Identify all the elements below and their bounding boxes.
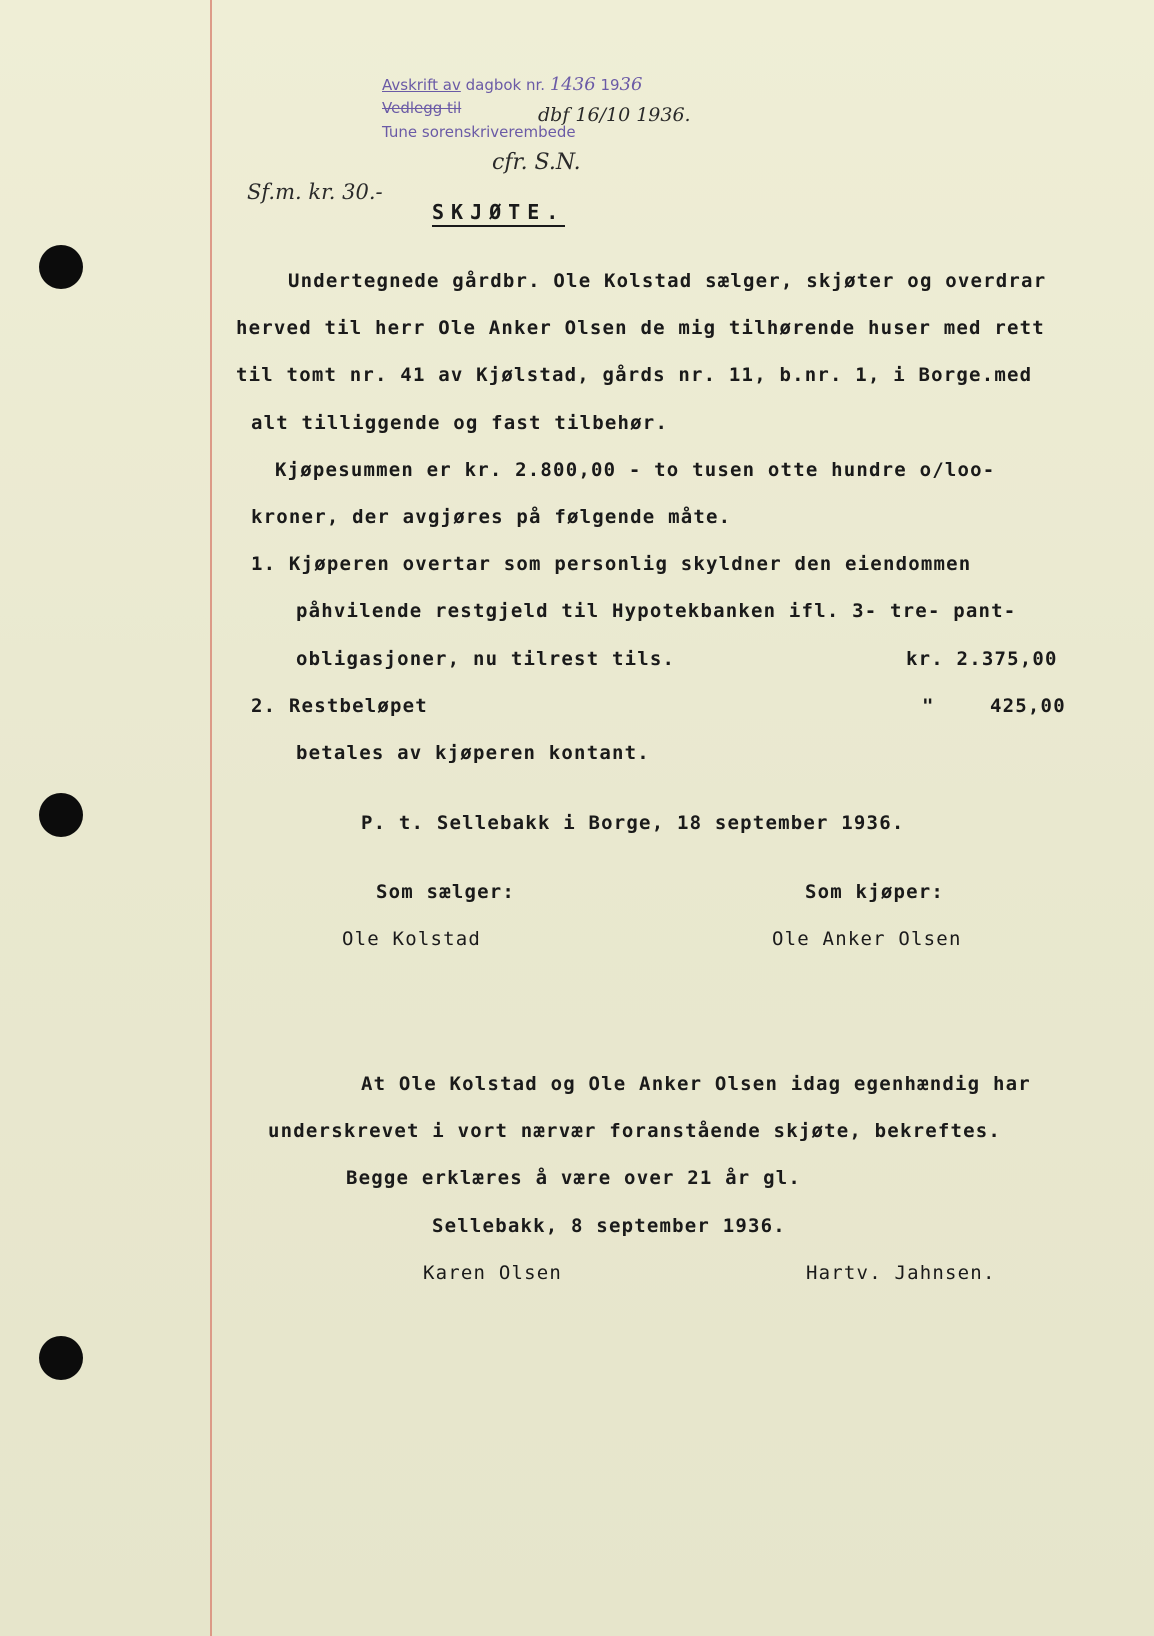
item2-line2: betales av kjøperen kontant. bbox=[296, 742, 650, 764]
item1-line: påhvilende restgjeld til Hypotekbanken ifl. 3- tre- pant- bbox=[296, 600, 1017, 622]
witness-line: Begge erklæres å være over 21 år gl. bbox=[346, 1167, 802, 1189]
stamp-year-hand: 36 bbox=[619, 74, 643, 95]
handwritten-margin-note: Sf.m. kr. 30.- bbox=[247, 180, 383, 204]
item1-line: obligasjoner, nu tilrest tils. bbox=[296, 648, 676, 670]
punch-hole bbox=[39, 245, 83, 289]
punch-hole bbox=[39, 793, 83, 837]
body-line: til tomt nr. 41 av Kjølstad, gårds nr. 11, b.nr. 1, i Borge.med bbox=[236, 364, 1033, 386]
stamp-year-prefix: 19 bbox=[600, 76, 620, 94]
item1-amount: kr. 2.375,00 bbox=[906, 648, 1058, 670]
body-line: alt tilliggende og fast tilbehør. bbox=[251, 412, 669, 434]
margin-line bbox=[210, 0, 212, 1636]
stamp-vedlegg: Vedlegg til bbox=[382, 99, 462, 117]
stamp-dagbok-number: 1436 bbox=[549, 74, 596, 95]
item2-ditto-mark: " bbox=[922, 695, 935, 717]
witness1-name: Karen Olsen bbox=[423, 1262, 563, 1284]
item1-line: 1. Kjøperen overtar som personlig skyldner den eiendommen bbox=[251, 553, 972, 575]
seller-name: Ole Kolstad bbox=[342, 928, 482, 950]
witness-line: At Ole Kolstad og Ole Anker Olsen idag egenhændig har bbox=[361, 1073, 1031, 1095]
item2-label: 2. Restbeløpet bbox=[251, 695, 428, 717]
witness2-name: Hartv. Jahnsen. bbox=[806, 1262, 996, 1284]
buyer-name: Ole Anker Olsen bbox=[772, 928, 962, 950]
body-line: herved til herr Ole Anker Olsen de mig tilhørende huser med rett bbox=[236, 317, 1045, 339]
body-line: kroner, der avgjøres på følgende måte. bbox=[251, 506, 732, 528]
body-line: Kjøpesummen er kr. 2.800,00 - to tusen otte hundre o/loo- bbox=[275, 459, 996, 481]
witness-line: underskrevet i vort nærvær foranstående skjøte, bekreftes. bbox=[268, 1120, 1002, 1142]
archive-stamp-line2 bbox=[382, 99, 461, 117]
item2-amount: 425,00 bbox=[990, 695, 1066, 717]
document-title: SKJØTE. bbox=[432, 200, 565, 227]
place-date: P. t. Sellebakk i Borge, 18 september 1936. bbox=[361, 812, 905, 834]
stamp-prefix: Avskrift av bbox=[382, 76, 461, 94]
witness-line: Sellebakk, 8 september 1936. bbox=[432, 1215, 786, 1237]
handwritten-initials: cfr. S.N. bbox=[492, 150, 581, 175]
stamp-dagbok-label: dagbok nr. bbox=[465, 76, 546, 94]
body-line: Undertegnede gårdbr. Ole Kolstad sælger, skjøter og overdrar bbox=[288, 270, 1047, 292]
seller-label: Som sælger: bbox=[376, 881, 516, 903]
stamp-handwritten-date: dbf 16/10 1936. bbox=[538, 104, 691, 126]
punch-hole bbox=[39, 1336, 83, 1380]
stamp-office: Tune sorenskriverembede bbox=[382, 123, 576, 141]
archive-stamp bbox=[382, 76, 642, 94]
buyer-label: Som kjøper: bbox=[805, 881, 945, 903]
